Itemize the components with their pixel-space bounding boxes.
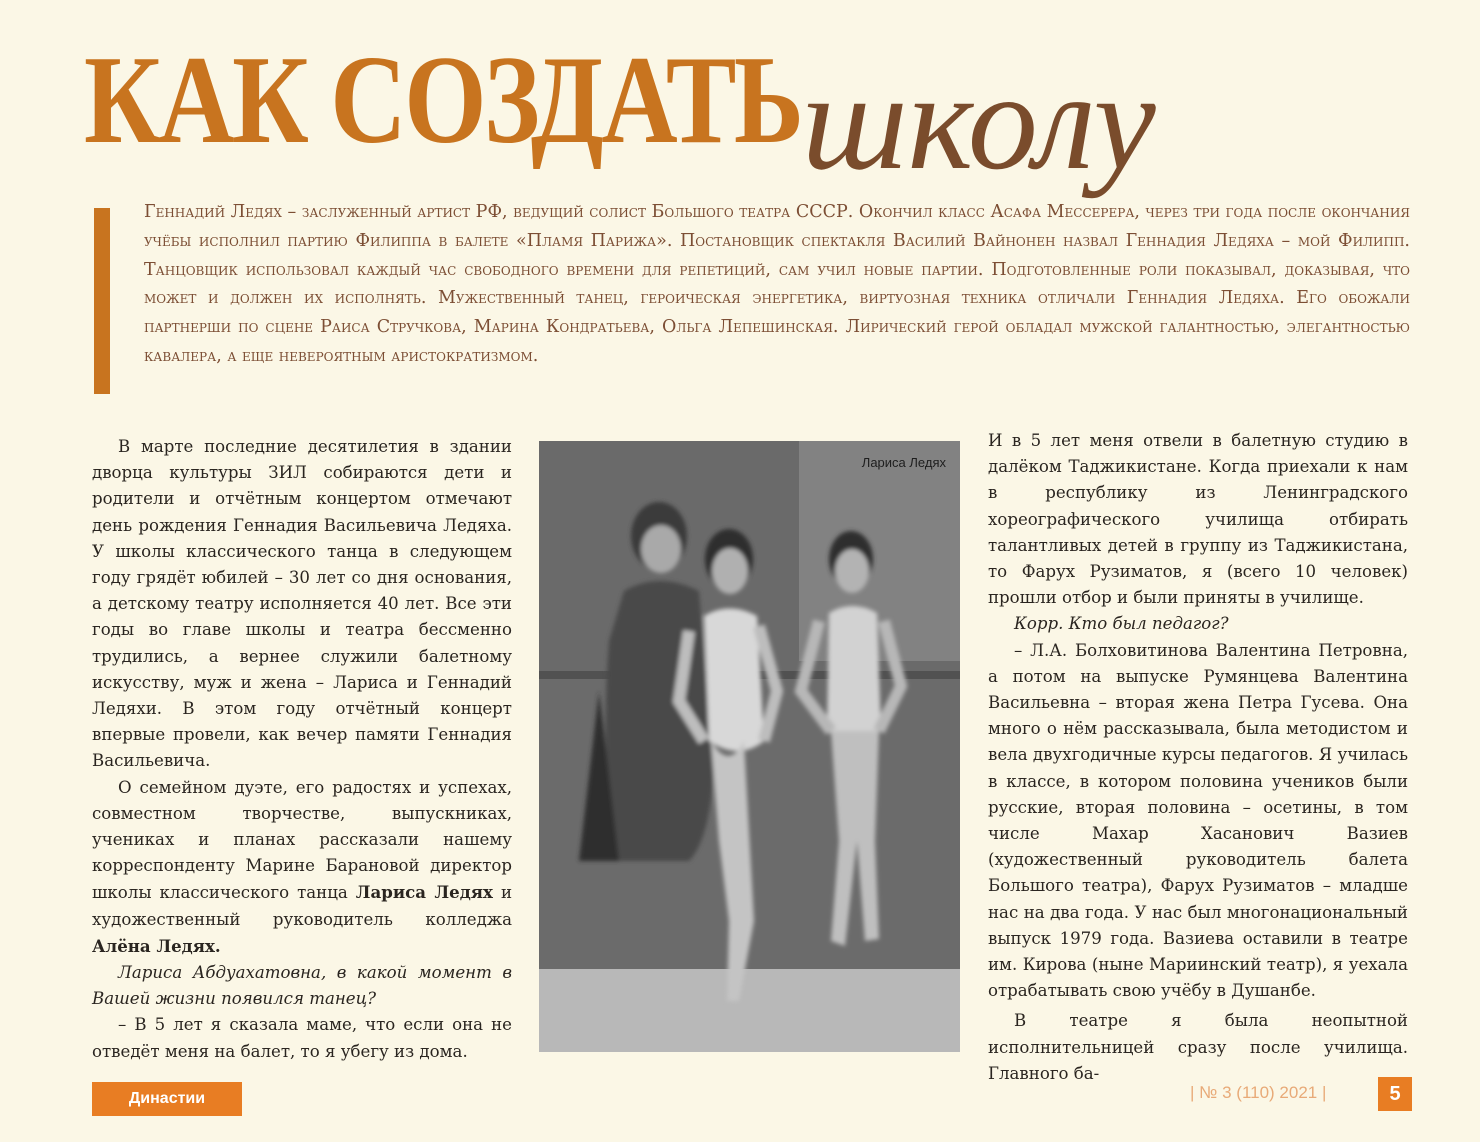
lead-paragraph: Геннадий Ледях – заслуженный артист РФ, ведущий солист Большого театра СССР. Окончил класс Асафа Мессерера, через три года после окончания учёбы исполнил партию Филиппа в балете «Пламя Парижа». Постановщик спектакля Василий Вайнонен назвал Геннадия Ледяха – мой Филипп. Танцовщик использовал каждый час свободного времени для репетиций, сам учил новые партии. Подготовленные роли показывал, доказывая, что может и должен их исполнять. Мужественный танец, героическая энергетика, виртуозная техника отличали Геннадия Ледяха. Его обожали партнерши по сцене Раиса Стручкова, Марина Кондратьева, Ольга Лепешинская. Лирический герой обладал мужской галантностью, элегантностью кавалера, а еще невероятным аристократизмом. bbox=[144, 202, 1410, 366]
paragraph bbox=[92, 775, 512, 960]
article-photo bbox=[539, 441, 960, 1052]
paragraph: В марте последние десятилетия в здании дворца культуры ЗИЛ собираются дети и родители и отчётным концертом отмечают день рождения Геннадия Васильевича Ледяха. У школы классического танца в следующем году грядёт юбилей – 30 лет со дня основания, а детскому театру исполняется 40 лет. Все эти годы во главе школы и театра бессменно трудились, а вернее служили балетному искусству, муж и жена – Лариса и Геннадий Ледяхи. В этом году отчётный концерт впервые провели, как вечер памяти Геннадия Васильевича. bbox=[92, 437, 512, 771]
paragraph: И в 5 лет меня отвели в балетную студию в далёком Таджикистане. Когда приехали к нам в республику из Ленинградского хореографического училища отбирать талантливых детей в группу из Таджикистана, то Фарух Рузиматов, я (всего 10 человек) прошли отбор и были приняты в училище. bbox=[988, 431, 1408, 608]
page-number: 5 bbox=[1378, 1077, 1412, 1111]
ballet-photo-illustration bbox=[539, 441, 960, 1052]
article-column-3 bbox=[988, 428, 1408, 1087]
person-name: Алёна Ледях. bbox=[92, 935, 221, 956]
interview-answer: – Л.А. Болховитинова Валентина Петровна, а потом на выпуске Румянцева Валентина Васильевна – вторая жена Петра Гусева. Она много о нём рассказывала, была методистом и вела двухгодичные курсы педагогов. Я училась в классе, в котором половина учеников были русские, вторая половина – осетины, в том числе Махар Хасанович Вазиев (художественный руководитель балета Большого театра), Фарух Рузиматов – младше нас на два года. У нас был многонациональный выпуск 1979 года. Вазиева оставили в театре им. Кирова (ныне Мариинский театр), я уехала отрабатывать свою учёбу в Душанбе. bbox=[988, 640, 1408, 1001]
paragraph-text: и художественный руководитель колледжа bbox=[92, 883, 512, 929]
interview-question: Корр. Кто был педагог? bbox=[1014, 614, 1229, 634]
issue-number: | № 3 (110) 2021 | bbox=[1190, 1083, 1327, 1102]
title-part-1: КАК СОЗДАТЬ bbox=[84, 31, 802, 170]
interview-answer: – В 5 лет я сказала маме, что если она не отведёт меня на балет, то я убегу из дома. bbox=[92, 1015, 512, 1061]
photo-caption: Лариса Ледях bbox=[861, 455, 946, 470]
interview-question: Лариса Абдуахатовна, в какой момент в Вашей жизни появился танец? bbox=[92, 963, 512, 1009]
person-name: Лариса Ледях bbox=[355, 882, 493, 903]
paragraph: В театре я была неопытной исполнительницей сразу после училища. Главного ба- bbox=[988, 1011, 1408, 1083]
paragraph-text: О семейном дуэте, его радостях и успехах, совместном творчестве, выпускниках, учениках и планах рассказали нашему корреспонденту Марине Барановой директор школы классического танца bbox=[92, 777, 512, 903]
lead-accent-bar bbox=[94, 208, 110, 394]
section-tag: Династии bbox=[92, 1082, 242, 1116]
article-column-1 bbox=[92, 434, 512, 1065]
article-title bbox=[84, 31, 1156, 199]
title-part-2: школу bbox=[802, 44, 1156, 199]
